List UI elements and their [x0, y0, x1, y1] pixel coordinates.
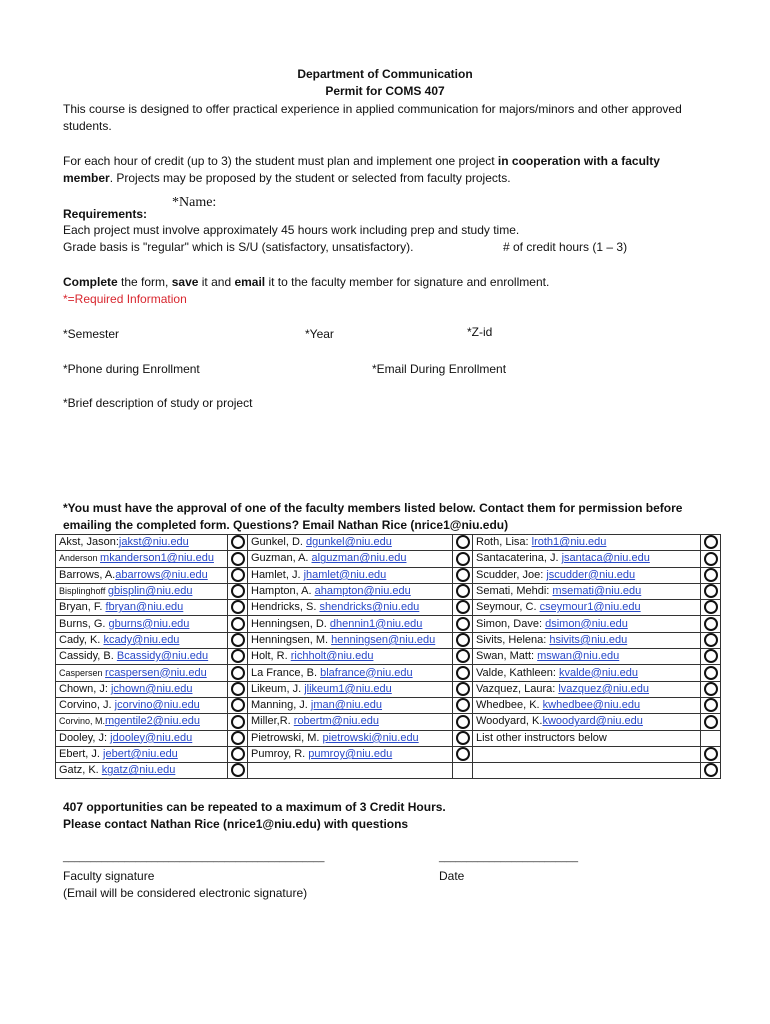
faculty-radio-button[interactable]: [704, 552, 718, 566]
faculty-radio-button[interactable]: [231, 584, 245, 598]
faculty-radio-button[interactable]: [456, 535, 470, 549]
radio-cell: [701, 681, 721, 697]
faculty-radio-button[interactable]: [231, 715, 245, 729]
faculty-radio-button[interactable]: [231, 763, 245, 777]
faculty-radio-button[interactable]: [456, 649, 470, 663]
instr-text-2: it and: [198, 275, 235, 289]
faculty-radio-button[interactable]: [231, 552, 245, 566]
radio-cell: [228, 763, 248, 779]
faculty-email-link[interactable]: kcady@niu.edu: [103, 633, 180, 646]
faculty-cell: [248, 649, 453, 665]
faculty-radio-button[interactable]: [456, 731, 470, 745]
faculty-radio-button[interactable]: [704, 617, 718, 631]
radio-cell: [228, 535, 248, 551]
faculty-email-link[interactable]: jlikeum1@niu.edu: [304, 682, 392, 695]
credit-text-b: in cooperation with a faculty member: [63, 154, 660, 185]
credit-text-c: . Projects may be proposed by the student or selected from faculty projects.: [109, 171, 511, 185]
faculty-radio-button[interactable]: [704, 600, 718, 614]
faculty-name: Chown, J:: [59, 682, 111, 695]
email-field[interactable]: *Email During Enrollment: [372, 362, 507, 376]
table-row: [56, 616, 721, 632]
faculty-radio-button[interactable]: [704, 649, 718, 663]
faculty-name: Barrows, A.: [59, 568, 116, 581]
faculty-cell: [56, 535, 228, 551]
faculty-cell: [248, 567, 453, 583]
faculty-email-link[interactable]: pumroy@niu.edu: [308, 748, 393, 760]
faculty-email-link[interactable]: alguzman@niu.edu: [311, 552, 407, 565]
faculty-email-link[interactable]: lroth1@niu.edu: [531, 536, 607, 549]
faculty-radio-button[interactable]: [456, 666, 470, 680]
year-field[interactable]: *Year: [305, 327, 334, 341]
faculty-email-link[interactable]: gbisplin@niu.edu: [107, 585, 193, 598]
faculty-email-link[interactable]: hsivits@niu.edu: [549, 633, 628, 646]
permit-title: Permit for COMS 407: [325, 84, 445, 98]
radio-cell: [453, 681, 473, 697]
faculty-name: Valde, Kathleen:: [476, 666, 559, 679]
faculty-email-link[interactable]: kwhedbee@niu.edu: [542, 699, 641, 712]
faculty-email-link[interactable]: shendricks@niu.edu: [319, 601, 420, 614]
radio-cell: [453, 551, 473, 567]
radio-cell: [228, 697, 248, 713]
faculty-email-link[interactable]: fbryan@niu.edu: [105, 601, 184, 614]
required-info-note: *=Required Information: [63, 292, 187, 306]
radio-cell: [453, 583, 473, 599]
requirements-line1: Each project must involve approximately 45 hours work including prep and study time.: [63, 223, 520, 237]
faculty-name: Gatz, K.: [59, 764, 102, 777]
faculty-name: Burns, G.: [59, 617, 109, 630]
repeat-note: 407 opportunities can be repeated to a maximum of 3 Credit Hours.: [63, 800, 446, 814]
description-field[interactable]: *Brief description of study or project: [63, 396, 253, 410]
faculty-radio-button[interactable]: [231, 568, 245, 582]
instr-text-3: it to the faculty member for signature and enrollment.: [265, 275, 550, 289]
radio-cell: [228, 681, 248, 697]
radio-cell: [701, 649, 721, 665]
radio-cell: [228, 649, 248, 665]
save-word: save: [171, 275, 199, 289]
faculty-name: Manning, J.: [251, 699, 311, 712]
faculty-name: Henningsen, M.: [251, 633, 332, 646]
radio-cell: [701, 551, 721, 567]
complete-word: Complete: [63, 275, 118, 289]
faculty-email-link[interactable]: blafrance@niu.edu: [320, 666, 413, 679]
requirements-line2: Grade basis is "regular" which is S/U (satisfactory, unsatisfactory).: [63, 240, 414, 254]
email-word: email: [234, 275, 266, 289]
faculty-email-link[interactable]: robertm@niu.edu: [293, 715, 379, 728]
faculty-radio-button[interactable]: [456, 568, 470, 582]
faculty-name: Woodyard, K.: [476, 715, 543, 728]
radio-cell: [228, 746, 248, 762]
faculty-email-link[interactable]: jebert@niu.edu: [103, 748, 178, 760]
faculty-name: Hendricks, S.: [251, 601, 320, 614]
radio-cell: [701, 632, 721, 648]
faculty-radio-button[interactable]: [456, 715, 470, 729]
faculty-cell: [56, 600, 228, 616]
faculty-radio-button[interactable]: [231, 747, 245, 761]
radio-cell: [228, 583, 248, 599]
faculty-cell: [248, 551, 453, 567]
faculty-name: Pumroy, R.: [251, 748, 309, 760]
radio-cell: [701, 665, 721, 681]
faculty-radio-button[interactable]: [456, 600, 470, 614]
faculty-email-link[interactable]: henningsen@niu.edu: [331, 633, 436, 646]
faculty-radio-button[interactable]: [704, 633, 718, 647]
faculty-cell: [248, 665, 453, 681]
faculty-name: Hampton, A.: [251, 585, 315, 598]
faculty-radio-button[interactable]: [704, 682, 718, 696]
signature-line[interactable]: _______________________________________________: [63, 852, 325, 863]
zid-field[interactable]: *Z-id: [467, 325, 493, 339]
faculty-email-link[interactable]: lvazquez@niu.edu: [558, 682, 650, 695]
faculty-email-link[interactable]: jcorvino@niu.edu: [114, 699, 200, 712]
faculty-cell: [473, 551, 701, 567]
faculty-name: Corvino, J.: [59, 699, 115, 712]
radio-cell: [701, 730, 721, 746]
radio-cell: [701, 746, 721, 762]
faculty-cell: [473, 714, 701, 730]
faculty-name: Seymour, C.: [476, 601, 540, 614]
faculty-cell: [248, 746, 453, 762]
faculty-name: Holt, R.: [251, 650, 291, 663]
faculty-name: Akst, Jason:: [59, 536, 119, 549]
faculty-radio-button[interactable]: [231, 731, 245, 745]
faculty-email-link[interactable]: dsimon@niu.edu: [545, 617, 628, 630]
radio-cell: [701, 583, 721, 599]
faculty-cell: [248, 632, 453, 648]
faculty-name: Santacaterina, J.: [476, 552, 562, 565]
instr-text-1: the form,: [117, 275, 172, 289]
faculty-cell: [56, 649, 228, 665]
table-row: [56, 632, 721, 648]
date-line[interactable]: _________________________: [439, 852, 579, 863]
faculty-radio-button[interactable]: [231, 649, 245, 663]
faculty-name: Simon, Dave:: [476, 617, 546, 630]
faculty-email-link[interactable]: jhamlet@niu.edu: [303, 568, 387, 581]
faculty-email-link[interactable]: jman@niu.edu: [310, 699, 383, 712]
faculty-radio-button[interactable]: [231, 535, 245, 549]
radio-cell: [453, 567, 473, 583]
faculty-email-link[interactable]: gburns@niu.edu: [108, 617, 190, 630]
esignature-note: (Email will be considered electronic signature): [63, 886, 308, 900]
radio-cell: [453, 763, 473, 779]
faculty-email-link[interactable]: mswan@niu.edu: [537, 650, 620, 663]
faculty-cell: [473, 697, 701, 713]
faculty-email-link[interactable]: jdooley@niu.edu: [110, 731, 193, 744]
date-label: Date: [439, 869, 465, 883]
radio-cell: [228, 616, 248, 632]
requirements-heading: Requirements:: [63, 207, 148, 221]
faculty-email-link[interactable]: mgentile2@niu.edu: [105, 715, 200, 728]
credit-hours-label: # of credit hours (1 – 3): [503, 240, 628, 254]
radio-cell: [453, 746, 473, 762]
faculty-name: Scudder, Joe:: [476, 568, 547, 581]
faculty-name: Corvino, M.: [59, 716, 106, 727]
faculty-cell: [248, 616, 453, 632]
faculty-name: Caspersen: [59, 667, 106, 678]
faculty-radio-button[interactable]: [704, 584, 718, 598]
faculty-cell: [56, 763, 228, 779]
faculty-table: [55, 534, 721, 779]
faculty-name: Anderson: [59, 553, 101, 564]
radio-cell: [453, 632, 473, 648]
faculty-cell: [56, 714, 228, 730]
table-row: [56, 567, 721, 583]
faculty-name: Swan, Matt:: [476, 650, 538, 663]
faculty-cell: [248, 681, 453, 697]
faculty-cell: [56, 746, 228, 762]
radio-cell: [228, 567, 248, 583]
faculty-cell: [473, 535, 701, 551]
faculty-name: Sivits, Helena:: [476, 633, 550, 646]
faculty-name: Semati, Mehdi:: [476, 585, 553, 598]
faculty-cell: [248, 583, 453, 599]
semester-field[interactable]: *Semester: [63, 327, 120, 341]
faculty-email-link[interactable]: richholt@niu.edu: [290, 650, 374, 663]
faculty-email-link[interactable]: kvalde@niu.edu: [558, 666, 639, 679]
name-field-label: *Name:: [172, 195, 217, 210]
radio-cell: [701, 714, 721, 730]
faculty-radio-button[interactable]: [231, 600, 245, 614]
table-row: [56, 535, 721, 551]
credit-paragraph: [63, 153, 713, 187]
faculty-name: Guzman, A.: [251, 552, 312, 565]
faculty-radio-button[interactable]: [231, 682, 245, 696]
faculty-cell: [473, 681, 701, 697]
approval-line1: *You must have the approval of one of the faculty members listed below. Contact them for permission before: [63, 501, 683, 515]
faculty-cell: [473, 730, 701, 746]
faculty-email-link[interactable]: ahampton@niu.edu: [314, 585, 411, 598]
table-row: [56, 763, 721, 779]
faculty-cell: [56, 730, 228, 746]
faculty-cell: [56, 567, 228, 583]
contact-note: Please contact Nathan Rice (nrice1@niu.edu) with questions: [63, 817, 409, 831]
faculty-cell: [473, 763, 701, 779]
faculty-name: Cassidy, B.: [59, 650, 117, 663]
faculty-cell: [473, 665, 701, 681]
faculty-cell: [56, 551, 228, 567]
faculty-radio-button[interactable]: [456, 747, 470, 761]
faculty-radio-button[interactable]: [231, 617, 245, 631]
faculty-name: Bryan, F.: [59, 601, 106, 614]
faculty-radio-button[interactable]: [231, 633, 245, 647]
table-row: [56, 697, 721, 713]
table-row: [56, 649, 721, 665]
faculty-radio-button[interactable]: [456, 617, 470, 631]
faculty-cell: [248, 535, 453, 551]
table-row: [56, 600, 721, 616]
faculty-name: Roth, Lisa:: [476, 536, 532, 549]
faculty-name: Pietrowski, M.: [251, 731, 323, 744]
table-row: [56, 730, 721, 746]
radio-cell: [228, 714, 248, 730]
radio-cell: [701, 567, 721, 583]
radio-cell: [453, 665, 473, 681]
faculty-name: Cady, K.: [59, 633, 104, 646]
faculty-email-link[interactable]: Bcassidy@niu.edu: [116, 650, 209, 663]
faculty-email-link[interactable]: jchown@niu.edu: [110, 682, 193, 695]
faculty-email-link[interactable]: msemati@niu.edu: [552, 585, 642, 598]
faculty-radio-button[interactable]: [704, 666, 718, 680]
faculty-name: Henningsen, D.: [251, 617, 330, 630]
radio-cell: [228, 600, 248, 616]
credit-text-a: For each hour of credit (up to 3) the student must plan and implement one project: [63, 154, 498, 168]
faculty-name: Whedbee, K.: [476, 699, 543, 712]
faculty-radio-button[interactable]: [456, 698, 470, 712]
table-row: [56, 665, 721, 681]
faculty-email-link[interactable]: dgunkel@niu.edu: [306, 536, 392, 549]
faculty-name: Ebert, J.: [59, 748, 104, 760]
radio-cell: [453, 730, 473, 746]
faculty-cell: [473, 649, 701, 665]
radio-cell: [228, 730, 248, 746]
approval-line2: emailing the completed form. Questions? Email Nathan Rice (nrice1@niu.edu): [63, 518, 509, 532]
radio-cell: [453, 649, 473, 665]
faculty-radio-button[interactable]: [704, 747, 718, 761]
faculty-name: La France, B.: [251, 666, 321, 679]
radio-cell: [453, 697, 473, 713]
faculty-radio-button[interactable]: [704, 715, 718, 729]
faculty-name: Likeum, J.: [251, 682, 305, 695]
intro-paragraph: This course is designed to offer practical experience in applied communication for majors/minors and other approved students.: [63, 102, 682, 133]
radio-cell: [228, 551, 248, 567]
faculty-name: Bisplinghoff: [59, 586, 108, 597]
faculty-name: Dooley, J:: [59, 731, 111, 744]
faculty-cell: [56, 632, 228, 648]
faculty-radio-button[interactable]: [704, 763, 718, 777]
faculty-email-link[interactable]: kwoodyard@niu.edu: [542, 715, 643, 728]
faculty-cell: [473, 746, 701, 762]
faculty-cell: [248, 763, 453, 779]
faculty-email-link[interactable]: jsantaca@niu.edu: [561, 552, 650, 565]
faculty-name: Vazquez, Laura:: [476, 682, 559, 695]
faculty-cell: [473, 567, 701, 583]
faculty-cell: [248, 714, 453, 730]
radio-cell: [453, 535, 473, 551]
faculty-radio-button[interactable]: [704, 698, 718, 712]
faculty-radio-button[interactable]: [704, 568, 718, 582]
faculty-cell: [56, 681, 228, 697]
table-row: [56, 551, 721, 567]
radio-cell: [701, 616, 721, 632]
faculty-cell: [56, 583, 228, 599]
radio-cell: [453, 616, 473, 632]
faculty-email-link[interactable]: jscudder@niu.edu: [546, 568, 636, 581]
faculty-cell: [473, 583, 701, 599]
faculty-cell: [56, 697, 228, 713]
faculty-email-link[interactable]: jakst@niu.edu: [118, 536, 189, 549]
department-title: Department of Communication: [297, 67, 473, 81]
faculty-email-link[interactable]: dhennin1@niu.edu: [329, 617, 423, 630]
radio-cell: [701, 535, 721, 551]
radio-cell: [453, 714, 473, 730]
radio-cell: [228, 665, 248, 681]
table-row: [56, 583, 721, 599]
table-row: [56, 714, 721, 730]
faculty-radio-button[interactable]: [231, 698, 245, 712]
faculty-name: Gunkel, D.: [251, 536, 307, 549]
radio-cell: [453, 600, 473, 616]
faculty-cell: [248, 730, 453, 746]
table-row: [56, 681, 721, 697]
faculty-radio-button[interactable]: [704, 535, 718, 549]
faculty-cell: [248, 600, 453, 616]
instructions-line: [63, 275, 549, 289]
faculty-cell: [56, 665, 228, 681]
faculty-radio-button[interactable]: [456, 682, 470, 696]
faculty-cell: [248, 697, 453, 713]
faculty-name: Hamlet, J.: [251, 568, 304, 581]
faculty-email-link[interactable]: rcaspersen@niu.edu: [105, 666, 207, 679]
faculty-cell: [473, 616, 701, 632]
faculty-radio-button[interactable]: [456, 584, 470, 598]
faculty-name: Miller,R.: [251, 715, 294, 728]
phone-field[interactable]: *Phone during Enrollment: [63, 362, 200, 376]
table-row: [56, 746, 721, 762]
faculty-signature-label: Faculty signature: [63, 869, 155, 883]
faculty-cell: [56, 616, 228, 632]
radio-cell: [701, 600, 721, 616]
faculty-radio-button[interactable]: [456, 552, 470, 566]
faculty-name: List other instructors below: [476, 731, 607, 744]
faculty-radio-button[interactable]: [456, 633, 470, 647]
radio-cell: [701, 697, 721, 713]
radio-cell: [228, 632, 248, 648]
faculty-cell: [473, 600, 701, 616]
faculty-email-link[interactable]: abarrows@niu.edu: [115, 568, 208, 581]
faculty-cell: [473, 632, 701, 648]
faculty-email-link[interactable]: pietrowski@niu.edu: [322, 731, 419, 744]
faculty-radio-button[interactable]: [231, 666, 245, 680]
faculty-email-link[interactable]: mkanderson1@niu.edu: [100, 552, 214, 565]
radio-cell: [701, 763, 721, 779]
faculty-email-link[interactable]: cseymour1@niu.edu: [539, 601, 641, 614]
faculty-email-link[interactable]: kgatz@niu.edu: [101, 764, 176, 777]
